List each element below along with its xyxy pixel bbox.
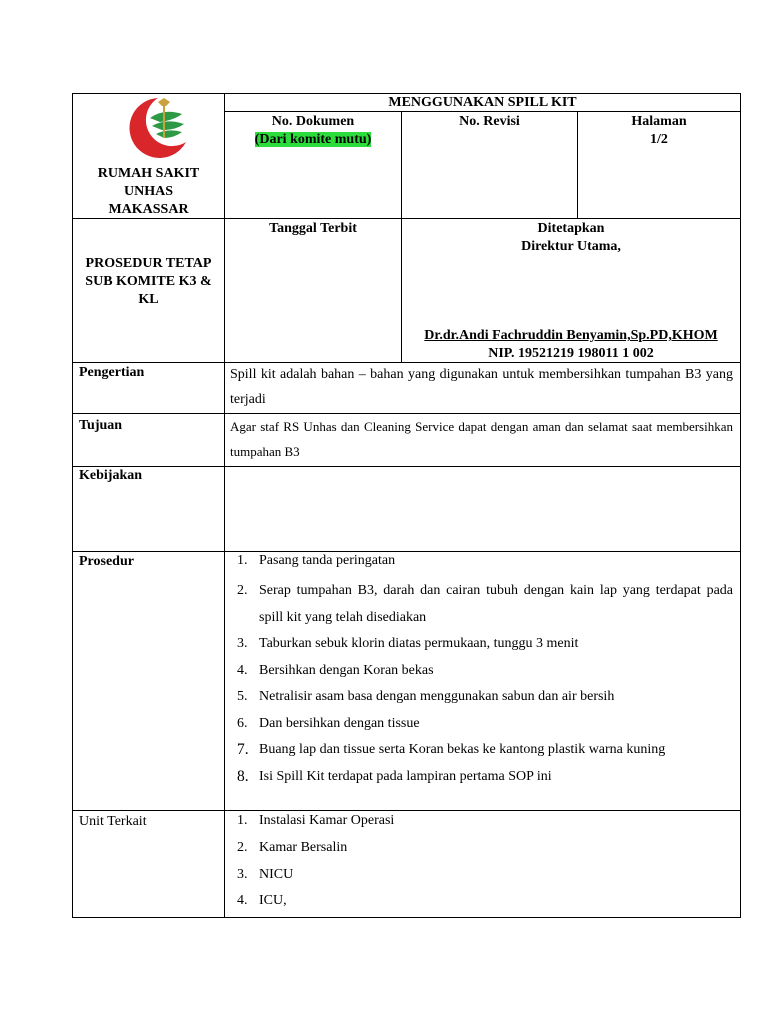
institution-name-line-3: MAKASSAR: [108, 202, 189, 217]
signatory-block: [402, 327, 740, 363]
document-title: MENGGUNAKAN SPILL KIT: [388, 95, 577, 110]
prosedur-tetap-line-1: PROSEDUR TETAP: [85, 256, 212, 271]
no-dokumen-label: No. Dokumen: [271, 114, 355, 129]
institution-name: [73, 165, 224, 219]
title-row-divider: [224, 111, 741, 112]
institution-name-line-2: UNHAS: [123, 184, 173, 199]
halaman-value: 1/2: [650, 132, 668, 147]
table-border-bottom: [72, 917, 741, 918]
list-item-number: 3.: [237, 636, 248, 651]
list-item-number: 4.: [237, 893, 248, 908]
list-item: [225, 736, 733, 763]
tujuan-label: Tujuan: [79, 418, 123, 433]
tanggal-terbit-label: Tanggal Terbit: [269, 221, 357, 236]
list-item-text: Instalasi Kamar Operasi: [259, 813, 395, 828]
list-item: [225, 763, 733, 790]
prosedur-tetap-label: [73, 255, 224, 309]
no-revisi-label: No. Revisi: [459, 114, 520, 129]
list-item-text: Serap tumpahan B3, darah dan cairan tubuh dengan kain lap yang terdapat pada spill kit yang telah disediakan: [259, 583, 733, 625]
direktur-label: Direktur Utama,: [521, 239, 621, 254]
table-border-right: [740, 93, 741, 918]
halaman-label: Halaman: [631, 114, 687, 129]
hospital-crescent-logo-icon: [128, 94, 194, 162]
list-item-text: Bersihkan dengan Koran bekas: [259, 663, 434, 678]
tujuan-text: Agar staf RS Unhas dan Cleaning Service dapat dengan aman dan selamat saat membersihkan tumpahan B3: [230, 419, 733, 459]
list-item-text: Buang lap dan tissue serta Koran bekas ke kantong plastik warna kuning: [259, 742, 666, 757]
hospital-logo: [128, 94, 194, 162]
list-item: [225, 657, 733, 683]
no-dokumen-value: (Dari komite mutu): [254, 132, 372, 147]
list-item-text: Pasang tanda peringatan: [259, 553, 396, 568]
list-item-text: Isi Spill Kit terdapat pada lampiran pertama SOP ini: [259, 769, 552, 784]
list-item-text: Dan bersihkan dengan tissue: [259, 716, 420, 731]
no-dokumen-cell: [225, 113, 401, 149]
unit-terkait-list: [225, 808, 733, 914]
column-divider: [224, 93, 225, 918]
prosedur-label: Prosedur: [79, 554, 134, 569]
list-item-number: 1.: [237, 813, 248, 828]
list-item-number: 8.: [237, 768, 249, 785]
list-item-number: 5.: [237, 689, 248, 704]
list-item: [225, 887, 733, 914]
list-item: [225, 550, 733, 577]
signatory-name: Dr.dr.Andi Fachruddin Benyamin,Sp.PD,KHOM: [424, 328, 718, 343]
list-item-number: 7.: [237, 741, 249, 758]
pengertian-label: Pengertian: [79, 365, 145, 380]
list-item: [225, 683, 733, 710]
ditetapkan-cell: [402, 220, 740, 256]
list-item-number: 2.: [237, 840, 248, 855]
prosedur-list: [225, 550, 733, 790]
list-item-number: 1.: [237, 553, 248, 568]
list-item: [225, 834, 733, 861]
list-item-text: ICU,: [259, 893, 287, 908]
list-item-text: Netralisir asam basa dengan menggunakan sabun dan air bersih: [259, 689, 615, 704]
list-item: [225, 710, 733, 736]
list-item-number: 3.: [237, 867, 248, 882]
list-item-number: 2.: [237, 583, 248, 598]
list-item: [225, 630, 733, 657]
list-item-number: 4.: [237, 663, 248, 678]
prosedur-tetap-line-2: SUB KOMITE K3 &: [85, 274, 212, 289]
halaman-cell: [578, 113, 740, 149]
list-item-text: Kamar Bersalin: [259, 840, 348, 855]
ditetapkan-label: Ditetapkan: [537, 221, 605, 236]
institution-name-line-1: RUMAH SAKIT: [97, 166, 200, 181]
row-divider-kebijakan: [72, 466, 741, 467]
kebijakan-label: Kebijakan: [79, 468, 143, 483]
pengertian-text: Spill kit adalah bahan – bahan yang digunakan untuk membersihkan tumpahan B3 yang terjadi: [230, 367, 733, 407]
list-item: [225, 577, 733, 630]
list-item: [225, 808, 733, 834]
list-item-text: NICU: [259, 867, 294, 882]
signatory-nip: NIP. 19521219 198011 1 002: [488, 346, 654, 361]
list-item-text: Taburkan sebuk klorin diatas permukaan, tunggu 3 menit: [259, 636, 579, 651]
prosedur-tetap-line-3: KL: [138, 292, 159, 307]
list-item: [225, 861, 733, 887]
list-item-number: 6.: [237, 716, 248, 731]
unit-terkait-label: Unit Terkait: [79, 814, 147, 829]
